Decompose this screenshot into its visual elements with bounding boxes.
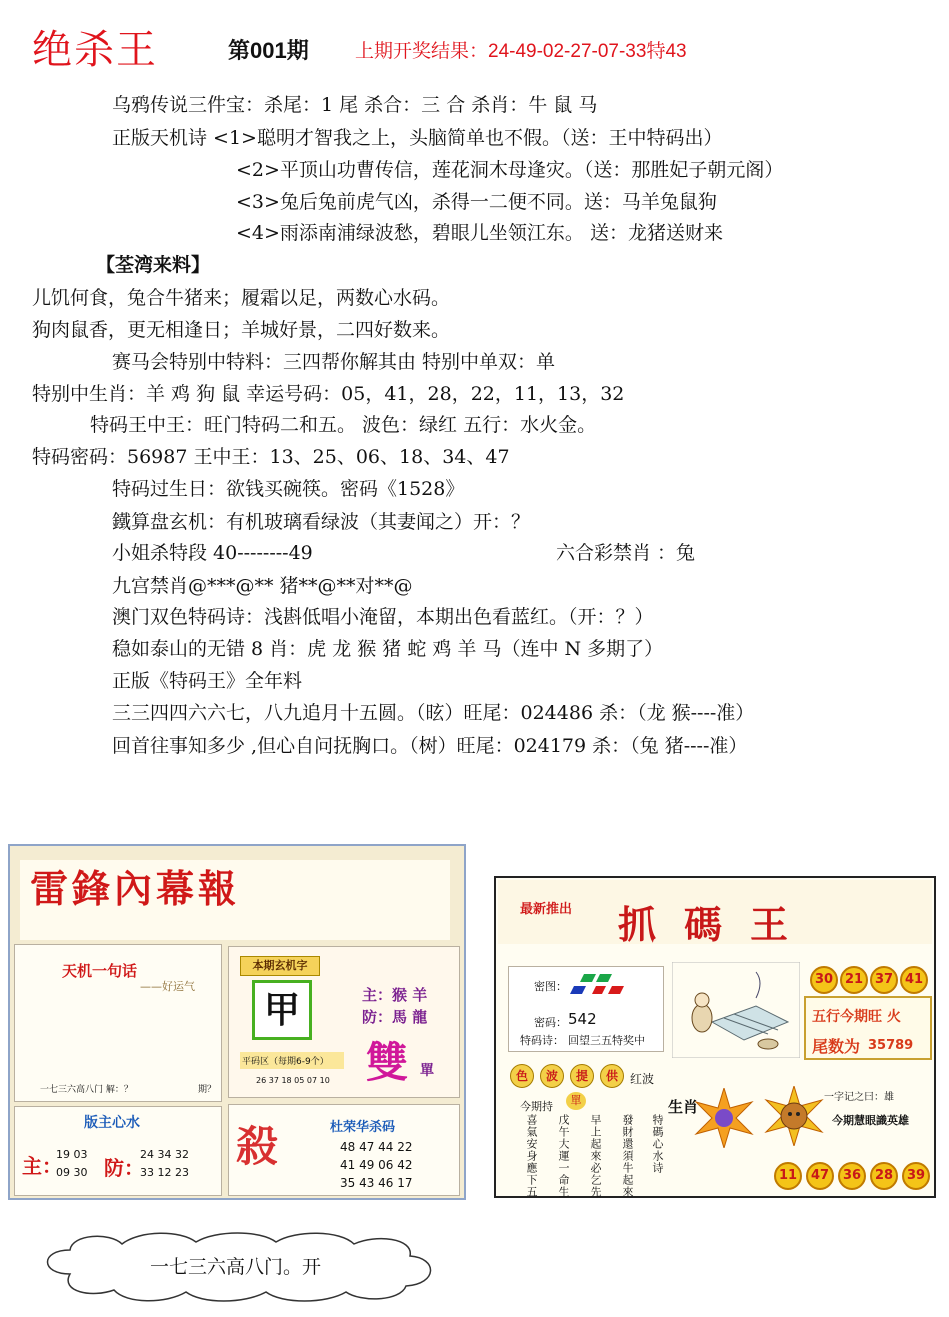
mima-value: 542 xyxy=(568,1010,597,1028)
zhuanzi-label: 本期玄机字 xyxy=(240,956,320,976)
text-line: <2>平顶山功曹传信，莲花洞木母逢灾。（送：那胜妃子朝元阁） xyxy=(236,159,784,181)
zhu-num-2: 09 30 xyxy=(56,1166,88,1179)
jinqi-eye: 今期慧眼識英雄 xyxy=(832,1114,909,1127)
text-line: 特码密码：56987 王中王：13、25、06、18、34、47 xyxy=(32,446,510,468)
color-tag: 色 xyxy=(510,1064,534,1088)
text-line: 狗肉鼠香，更无相逢日；羊城好景，二四好数来。 xyxy=(32,319,451,341)
zhu-num-1: 19 03 xyxy=(56,1148,88,1161)
color-tag: 波 xyxy=(540,1064,564,1088)
weishu-value: 35789 xyxy=(868,1038,914,1053)
yizi-label: 一字记之曰：雄 xyxy=(824,1092,894,1103)
zhu-shengxiao: 主：猴 羊 xyxy=(362,986,428,1004)
pingma-label: 平码区（每期6-9个） xyxy=(240,1052,344,1069)
star-burst xyxy=(692,1088,756,1148)
text-line: 特别中生肖：羊 鸡 狗 鼠 幸运号码：05，41，28，22，11，13，32 xyxy=(32,383,625,405)
text-line: 三三四四六六七，八九追月十五圆。（昡）旺尾：024486 杀：（龙 猴----准） xyxy=(112,702,755,724)
text-line: 澳门双色特码诗：浅斟低唱小淹留，本期出色看蓝红。（开：？） xyxy=(112,606,654,628)
text-line: 正版《特码王》全年料 xyxy=(112,670,303,692)
zhu-label: 主： xyxy=(22,1154,62,1178)
dan-char: 單 xyxy=(420,1063,434,1079)
temashi-value: 回望三五特奖中 xyxy=(568,1034,645,1047)
tianji-label: 天机一句话 xyxy=(62,962,138,980)
killer-label: 杜荣华杀码 xyxy=(330,1120,396,1135)
cloud-text: 一七三六高八门。开 xyxy=(150,1256,322,1278)
shengxiao-label: 生肖 xyxy=(668,1098,699,1116)
color-value: 红波 xyxy=(630,1072,655,1086)
temashi-label: 特码诗： xyxy=(520,1034,564,1047)
text-line: 回首往事知多少 ,但心自问抚胸口。（树）旺尾：024179 杀：（兔 猪----准） xyxy=(112,735,748,757)
bottom-number: 39 xyxy=(902,1162,930,1190)
page-title: 绝杀王 xyxy=(32,27,158,73)
poem-column: 戊午大運一命生 xyxy=(557,1114,570,1198)
top-number: 37 xyxy=(870,966,898,994)
fang-shengxiao: 防：馬 龍 xyxy=(362,1008,428,1026)
text-line: <3>兔后兔前虎气凶，杀得一二便不同。送：马羊兔鼠狗 xyxy=(236,191,717,213)
jinqi-value: 單 xyxy=(566,1092,586,1110)
bottom-number: 28 xyxy=(870,1162,898,1190)
bottom-number: 36 xyxy=(838,1162,866,1190)
fang-label: 防： xyxy=(104,1156,144,1180)
newest-tag: 最新推出 xyxy=(520,902,573,917)
section-heading: 【荃湾来料】 xyxy=(96,254,211,276)
poem-column: 早上起來必乞先 xyxy=(589,1114,602,1198)
shuang-char: 雙 xyxy=(366,1038,409,1087)
text-line: <4>雨添南浦绿波愁，碧眼儿坐领江东。 送：龙猪送财来 xyxy=(236,222,723,244)
color-tag: 供 xyxy=(600,1064,624,1088)
poem-column: 喜氣安身應下五 xyxy=(525,1114,538,1198)
text-line: 赛马会特别中特料：三四帮你解其由 特别中单双：单 xyxy=(112,351,556,373)
kill-char: 殺 xyxy=(236,1122,279,1171)
zhuanzi-char: 甲 xyxy=(252,980,312,1040)
weishu-label: 尾数为 xyxy=(812,1037,861,1056)
poem-column: 發財還須牛起來 xyxy=(621,1114,634,1198)
bottom-number: 47 xyxy=(806,1162,834,1190)
text-line: 特码过生日：欲钱买碗筷。密码《1528》 xyxy=(112,478,465,500)
fang-num-2: 33 12 23 xyxy=(140,1166,189,1179)
kill-row: 48 47 44 22 xyxy=(340,1140,413,1154)
kill-row: 41 49 06 42 xyxy=(340,1158,413,1172)
text-line: 稳如泰山的无错 8 肖：虎 龙 猴 猪 蛇 鸡 羊 马（连中 N 多期了） xyxy=(112,638,664,660)
last-result: 上期开奖结果：24-49-02-27-07-33特43 xyxy=(355,41,687,62)
zhuama-title: 抓碼王 xyxy=(618,902,817,947)
tianji-q: 期？ xyxy=(198,1085,217,1095)
text-line: 正版天机诗 <1>聪明才智我之上，头脑简单也不假。（送：王中特码出） xyxy=(112,127,723,149)
top-number: 30 xyxy=(810,966,838,994)
text-line: 小姐杀特段 40--------49 xyxy=(112,542,313,564)
fang-num-1: 24 34 32 xyxy=(140,1148,189,1161)
tema-column: 特碼心水诗 xyxy=(651,1114,664,1174)
text-line: 儿饥何食，兔合牛猪来；履霜以足，两数心水码。 xyxy=(32,287,451,309)
tianji-bottom: 一七三六高八门 解：？ xyxy=(40,1085,133,1095)
tianji-note: ——好运气 xyxy=(140,980,195,993)
mima-label: 密码： xyxy=(534,1016,567,1029)
color-tag: 提 xyxy=(570,1064,594,1088)
top-number: 21 xyxy=(840,966,868,994)
monkey-burst xyxy=(762,1086,826,1146)
text-line: 九宫禁肖@***@** 猪**@**对**@ xyxy=(112,575,413,597)
pingma-nums: 26 37 18 05 07 10 xyxy=(256,1076,330,1085)
text-line: 鐵算盘玄机：有机玻璃看绿波（其妻闻之）开：？ xyxy=(112,511,531,533)
sage-illustration xyxy=(672,962,800,1058)
mitu-label: 密图： xyxy=(534,980,567,993)
issue-number: 第001期 xyxy=(228,38,309,63)
wuxing-text: 五行今期旺 火 xyxy=(812,1009,901,1025)
kill-row: 35 43 46 17 xyxy=(340,1176,413,1190)
jinqi-label: 今期持 xyxy=(520,1100,553,1113)
text-line: 乌鸦传说三件宝：杀尾：1 尾 杀合：三 合 杀肖：牛 鼠 马 xyxy=(112,94,598,116)
top-number: 41 xyxy=(900,966,928,994)
text-line: 特码王中王：旺门特码二和五。 波色：绿红 五行：水火金。 xyxy=(90,414,597,436)
mitu-graphic xyxy=(566,970,630,1006)
panel-title: 雷鋒內幕報 xyxy=(30,866,241,911)
text-line: 六合彩禁肖 ：兔 xyxy=(556,542,696,564)
banzhu-label: 版主心水 xyxy=(84,1115,140,1131)
bottom-number: 11 xyxy=(774,1162,802,1190)
